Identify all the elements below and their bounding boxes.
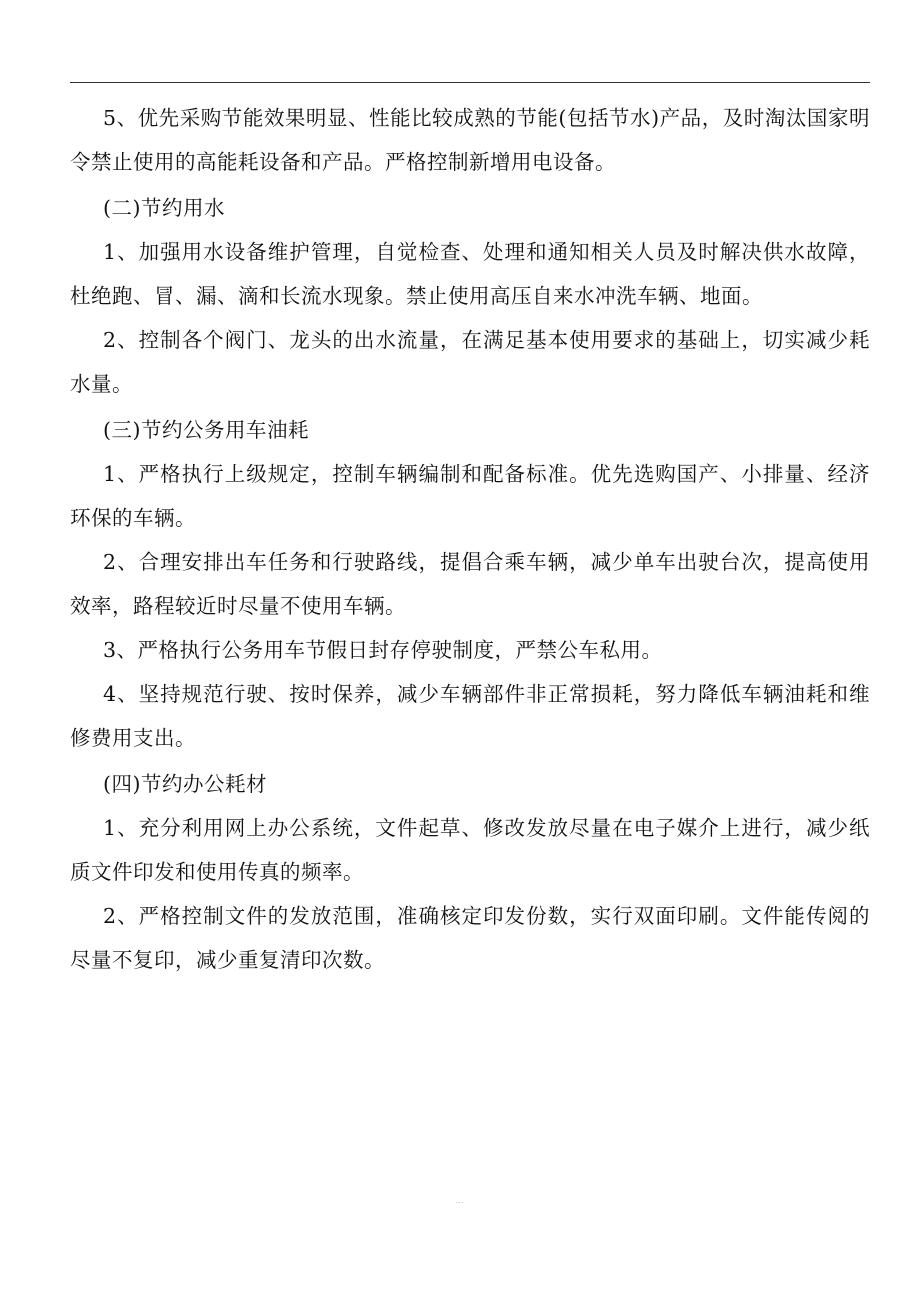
section-heading-save-fuel: (三)节约公务用车油耗 [103, 418, 309, 442]
paragraph-office-item-1: 1、充分利用网上办公系统，文件起草、修改发放尽量在电子媒介上进行，减少纸质文件印发和使用传真的频率。 [70, 816, 870, 884]
paragraph-fuel-item-3: 3、严格执行公务用车节假日封存停驶制度，严禁公车私用。 [103, 638, 663, 662]
header-rule [70, 82, 870, 83]
paragraph-water-item-2: 2、控制各个阀门、龙头的出水流量，在满足基本使用要求的基础上，切实减少耗水量。 [70, 328, 870, 396]
paragraph-water-item-1: 1、加强用水设备维护管理，自觉检查、处理和通知相关人员及时解决供水故障，杜绝跑、冒、漏、滴和长流水现象。禁止使用高压自来水冲洗车辆、地面。 [70, 240, 870, 308]
paragraph-item-5-procurement: 5、优先采购节能效果明显、性能比较成熟的节能(包括节水)产品，及时淘汰国家明令禁止使用的高能耗设备和产品。严格控制新增用电设备。 [70, 106, 870, 174]
paragraph-fuel-item-1: 1、严格执行上级规定，控制车辆编制和配备标准。优先选购国产、小排量、经济环保的车辆。 [70, 462, 870, 530]
footer-mark: ⋯ [455, 1198, 465, 1207]
section-heading-save-water: (二)节约用水 [103, 196, 225, 220]
paragraph-fuel-item-4: 4、坚持规范行驶、按时保养，减少车辆部件非正常损耗，努力降低车辆油耗和维修费用支出。 [70, 682, 870, 750]
section-heading-save-office-supplies: (四)节约办公耗材 [103, 772, 267, 796]
paragraph-fuel-item-2: 2、合理安排出车任务和行驶路线，提倡合乘车辆，减少单车出驶台次，提高使用效率，路程较近时尽量不使用车辆。 [70, 550, 870, 618]
document-body [70, 96, 870, 982]
paragraph-office-item-2: 2、严格控制文件的发放范围，准确核定印发份数，实行双面印刷。文件能传阅的尽量不复印，减少重复清印次数。 [70, 904, 870, 972]
